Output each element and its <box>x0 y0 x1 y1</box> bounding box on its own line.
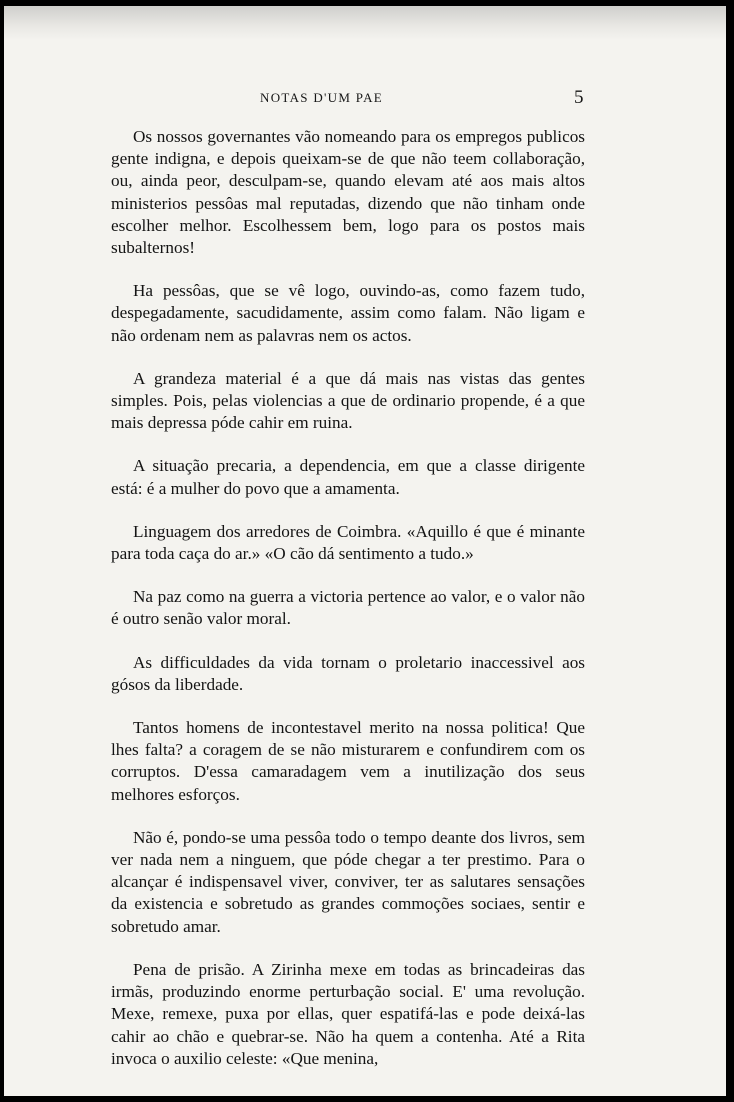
paragraph: Linguagem dos arredores de Coimbra. «Aquillo é que é minante para toda caça do ar.» «O cão dá sentimento a tudo.» <box>111 521 585 564</box>
paragraph: A situação precaria, a dependencia, em que a classe dirigente está: é a mulher do povo que a amamenta. <box>111 456 585 498</box>
paragraph: Pena de prisão. A Zirinha mexe em todas as brincadeiras das irmãs, produzindo enorme perturbação social. E' uma revolução. Mexe, remexe, puxa por ellas, quer espatifá-las e pode deixá-las cahir ao chão e quebrar-se. Não ha quem a contenha. Até a Rita invoca o auxilio celeste: «Que menina, <box>111 959 585 1068</box>
body-text <box>111 126 585 1091</box>
paragraph: Os nossos governantes vão nomeando para os empregos publicos gente indigna, e depois queixam-se de que não teem collaboração, ou, ainda peor, desculpam-se, quando elevam até aos mais altos ministerios pessôas mal reputadas, dizendo que não tinham onde escolher melhor. Escolhessem bem, logo para os postos mais subalternos! <box>111 127 585 258</box>
running-header <box>4 87 726 112</box>
running-title: NOTAS D'UM PAE <box>260 90 384 105</box>
paragraph: Na paz como na guerra a victoria pertence ao valor, e o valor não é outro senão valor moral. <box>111 587 585 629</box>
paragraph: Não é, pondo-se uma pessôa todo o tempo deante dos livros, sem ver nada nem a ninguem, que póde chegar a ter prestimo. Para o alcançar é indispensavel viver, conviver, ter as salutares sensações da existencia e sobretudo as grandes commoções sociaes, sentir e sobretudo amar. <box>111 827 585 936</box>
paragraph: Tantos homens de incontestavel merito na nossa politica! Que lhes falta? a coragem de se não misturarem e confundirem com os corruptos. D'essa camaradagem vem a inutilização dos seus melhores esforços. <box>111 718 585 804</box>
book-page <box>4 6 726 1096</box>
page-number: 5 <box>574 87 584 108</box>
paragraph: A grandeza material é a que dá mais nas vistas das gentes simples. Pois, pelas violencias a que de ordinario propende, é a que mais depressa póde cahir em ruina. <box>111 368 585 433</box>
paragraph: As difficuldades da vida tornam o proletario inaccessivel aos gósos da liberdade. <box>111 652 585 694</box>
paragraph: Ha pessôas, que se vê logo, ouvindo-as, como fazem tudo, despegadamente, sacudidamente, assim como falam. Não ligam e não ordenam nem as palavras nem os actos. <box>111 281 585 345</box>
